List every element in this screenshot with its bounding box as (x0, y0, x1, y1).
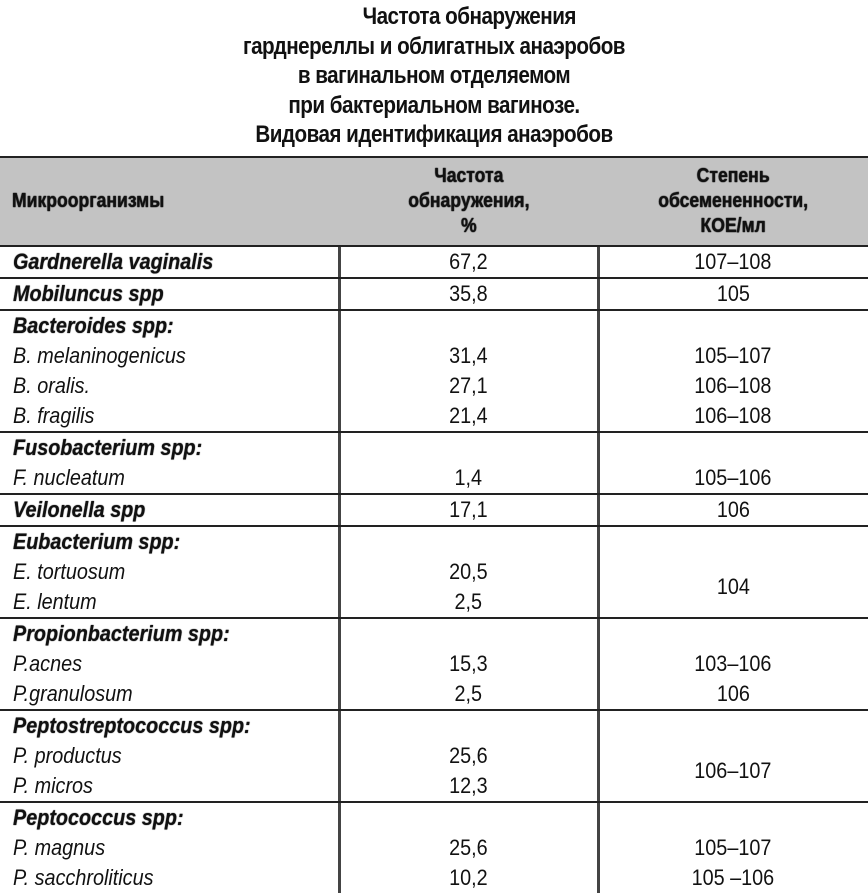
header-organism: Микроорганизмы (12, 190, 165, 212)
frequency-value: 15,3 (449, 651, 488, 676)
table-header (0, 158, 868, 247)
header-frequency: Частота обнаружения, % (407, 165, 530, 237)
frequency-value: 17,1 (449, 497, 488, 522)
cfu-value (598, 529, 868, 555)
organism-name: B. melaninogenicus (13, 343, 186, 368)
cfu-value: 107–108 (694, 249, 772, 274)
frequency-value: 35,8 (449, 281, 488, 306)
table-row (0, 833, 868, 863)
organism-name: Eubacterium spp: (13, 529, 181, 554)
table-group (0, 495, 868, 527)
frequency-value: 2,5 (454, 681, 483, 706)
organism-name: Bacteroides spp: (13, 313, 174, 338)
table-row (0, 311, 868, 341)
table-group (0, 247, 868, 279)
cfu-value: 105–107 (694, 835, 772, 860)
merged-cfu-value: 104 (716, 574, 750, 599)
cfu-value (598, 435, 868, 461)
merged-cfu-value: 106–107 (694, 758, 772, 783)
table-row (0, 341, 868, 371)
table-row (0, 711, 868, 741)
frequency-value (339, 529, 598, 555)
frequency-value: 20,5 (449, 559, 488, 584)
organism-name: P. productus (13, 743, 122, 768)
table-row (0, 527, 868, 557)
cfu-value: 105–106 (694, 465, 772, 490)
title-line: при бактериальном вагинозе. (288, 91, 580, 119)
table-row (0, 863, 868, 893)
cfu-value (598, 313, 868, 339)
table-group (0, 433, 868, 495)
table-row (0, 401, 868, 431)
table-row (0, 433, 868, 463)
title-line: в вагинальном отделяемом (297, 62, 571, 89)
cfu-value: 105 –106 (691, 865, 775, 890)
frequency-value: 2,5 (454, 589, 483, 614)
organism-name: B. fragilis (13, 403, 95, 428)
cfu-value (598, 713, 868, 739)
organism-name: F. nucleatum (13, 465, 125, 490)
table-group (0, 619, 868, 711)
frequency-value: 67,2 (449, 249, 488, 274)
table-row (0, 463, 868, 493)
organism-name: P.granulosum (13, 681, 133, 706)
table-row (0, 619, 868, 649)
cfu-value (598, 621, 868, 647)
table-row (0, 679, 868, 709)
frequency-value: 27,1 (449, 373, 488, 398)
document-title (61, 2, 807, 150)
cfu-value: 105–107 (694, 343, 772, 368)
organism-name: Veilonella spp (13, 497, 146, 522)
cfu-value: 106 (716, 497, 750, 522)
organism-name: P.acnes (13, 651, 82, 676)
cfu-value: 106–108 (694, 373, 772, 398)
table-row (0, 649, 868, 679)
frequency-value: 31,4 (449, 343, 488, 368)
cfu-value: 106 (716, 681, 750, 706)
frequency-value (339, 621, 598, 647)
frequency-value: 12,3 (449, 773, 488, 798)
frequency-value: 25,6 (449, 743, 488, 768)
organism-name: Fusobacterium spp: (13, 435, 203, 460)
table-row (0, 371, 868, 401)
table-group (0, 711, 868, 803)
frequency-value (339, 805, 598, 831)
cfu-value: 106–108 (694, 403, 772, 428)
frequency-value (339, 713, 598, 739)
frequency-value (339, 435, 598, 461)
title-line: гарднереллы и облигатных анаэробов (242, 32, 625, 60)
organism-name: P. micros (13, 773, 93, 798)
organism-name: Mobiluncus spp (13, 281, 164, 306)
table-row (0, 803, 868, 833)
organism-name: Gardnerella vaginalis (13, 249, 214, 274)
header-contamination: Степень обсемененности, КОЕ/мл (658, 165, 808, 237)
frequency-value: 10,2 (449, 865, 488, 890)
frequency-value (339, 313, 598, 339)
table-row (0, 279, 868, 309)
title-line: Частота обнаружения (362, 3, 576, 30)
organism-name: E. tortuosum (13, 559, 126, 584)
cfu-value (598, 805, 868, 831)
table-group (0, 311, 868, 433)
frequency-value: 1,4 (454, 465, 483, 490)
title-line: Видовая идентификация анаэробов (255, 121, 613, 148)
frequency-value: 21,4 (449, 403, 488, 428)
table-row (0, 495, 868, 525)
table-group (0, 803, 868, 893)
organism-name: Peptostreptococcus spp: (13, 713, 251, 738)
organism-name: E. lentum (13, 589, 97, 614)
organism-name: Propionbacterium spp: (13, 621, 230, 646)
table-group (0, 279, 868, 311)
organism-name: Peptococcus spp: (13, 805, 184, 830)
cfu-value: 105 (716, 281, 750, 306)
cfu-value: 103–106 (694, 651, 772, 676)
frequency-value: 25,6 (449, 835, 488, 860)
table-body (0, 247, 868, 893)
organism-name: P. magnus (13, 835, 106, 860)
microorganism-table (0, 156, 868, 893)
table-row (0, 247, 868, 277)
table-group (0, 527, 868, 619)
organism-name: P. sacchroliticus (13, 865, 154, 890)
organism-name: B. oralis. (13, 373, 91, 398)
